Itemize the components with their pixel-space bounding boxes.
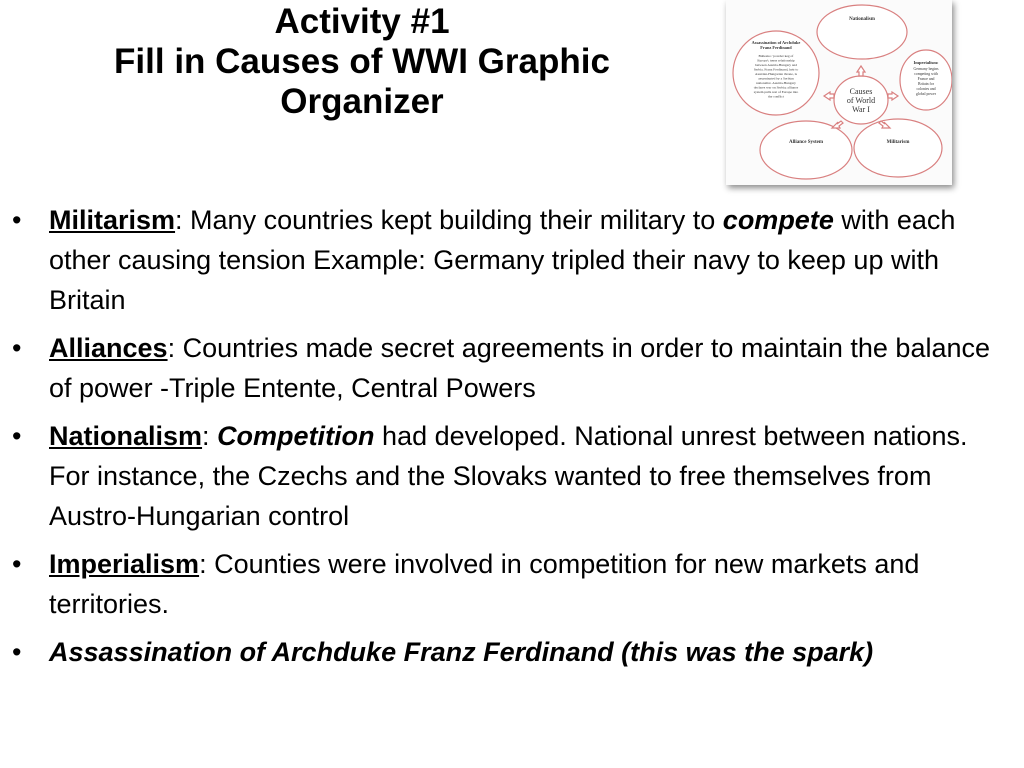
organizer-assassination-text-7: nationalist. Austria-Hungary — [756, 81, 796, 85]
bullet-emphasis: Competition — [217, 421, 375, 451]
bullet-text: : Counties were involved in competition for new markets and territories. — [49, 549, 920, 619]
organizer-assassination-text-2: Europe'; tense relationship — [757, 58, 795, 63]
bullet-term: Alliances — [49, 333, 168, 363]
bullet-nationalism — [12, 416, 1012, 536]
organizer-assassination-text-4: Serbia. Franz Ferdinand, heir to — [753, 67, 799, 72]
bullet-marker: • — [12, 637, 22, 667]
organizer-node-alliance — [760, 121, 852, 179]
organizer-assassination-text-1: Balkans= 'powder keg of — [758, 54, 794, 58]
organizer-imperialism-text-5: colonies and — [916, 87, 936, 91]
title-line-3: Organizer — [280, 82, 444, 121]
organizer-imperialism-text-3: France and — [917, 77, 935, 81]
arrow-left-icon — [824, 92, 834, 100]
organizer-center-line-2: of World — [846, 96, 876, 105]
bullet-text-rest: had developed. National unrest between nations. For instance, the Czechs and the Slovaks wanted to free themselves from Austro-Hungarian control — [49, 421, 968, 531]
organizer-imperialism-text-1: Germany begins — [913, 67, 939, 71]
bullet-assassination — [12, 632, 1012, 672]
organizer-center-line-1: Causes — [849, 87, 873, 96]
organizer-imperialism-text-6: global power — [916, 92, 936, 96]
title-line-2: Fill in Causes of WWI Graphic — [114, 42, 610, 81]
bullet-marker: • — [12, 549, 22, 579]
causes-bullet-list — [12, 200, 1012, 680]
organizer-assassination-text-5: Austrian-Hungarian throne, is — [755, 72, 797, 76]
organizer-assassination-text-9: system pulls rest of Europe into — [753, 90, 799, 94]
organizer-imperialism-text-2: competing with — [914, 72, 938, 76]
bullet-marker: • — [12, 205, 22, 235]
bullet-text: : Many countries kept building their military to — [175, 205, 723, 235]
bullet-text: : — [202, 421, 218, 451]
graphic-organizer-thumbnail — [726, 0, 952, 185]
bullet-alliances — [12, 328, 1012, 408]
organizer-assassination-title-1: Assassination of Archduke — [751, 40, 801, 45]
bullet-emphasis: Assassination of Archduke Franz Ferdinand (this was the spark) — [49, 637, 874, 667]
organizer-assassination-text-8: declares war on Serbia; alliance — [753, 85, 799, 90]
bullet-emphasis: compete — [722, 205, 834, 235]
organizer-imperialism-text-4: Britain for — [918, 82, 934, 86]
arrow-right-icon — [888, 92, 898, 100]
bullet-text-rest: with each other causing tension Example: Germany tripled their navy to keep up with Britain — [49, 205, 956, 315]
bullet-term: Militarism — [49, 205, 176, 235]
title-line-1: Activity #1 — [274, 2, 450, 41]
organizer-node-nationalism — [817, 5, 907, 59]
organizer-imperialism-title: Imperialism: — [913, 60, 939, 65]
arrow-down-left-icon — [832, 121, 843, 128]
organizer-assassination-text-6: assassinated by a Serbian — [758, 76, 794, 81]
arrow-up-icon — [857, 66, 865, 76]
graphic-organizer-diagram — [726, 0, 952, 185]
bullet-marker: • — [12, 421, 22, 451]
organizer-node-militarism — [854, 119, 942, 177]
bullet-term: Nationalism — [49, 421, 203, 451]
slide-title — [40, 0, 684, 122]
bullet-militarism — [12, 200, 1012, 320]
organizer-militarism-label: Militarism — [886, 140, 910, 145]
bullet-imperialism — [12, 544, 1012, 624]
bullet-marker: • — [12, 333, 22, 363]
organizer-alliance-label: Alliance System — [788, 140, 824, 145]
organizer-assassination-title-2: Franz Ferdinand — [760, 45, 792, 50]
organizer-center-line-3: War I — [852, 105, 870, 114]
bullet-text: : Countries made secret agreements in order to maintain the balance of power -Triple Entente, Central Powers — [49, 333, 991, 403]
organizer-assassination-text-3: between Austria-Hungary and — [755, 63, 797, 67]
bullet-term: Imperialism — [49, 549, 200, 579]
organizer-assassination-text-10: the conflict — [768, 94, 784, 99]
organizer-nationalism-label: Nationalism — [849, 17, 875, 22]
